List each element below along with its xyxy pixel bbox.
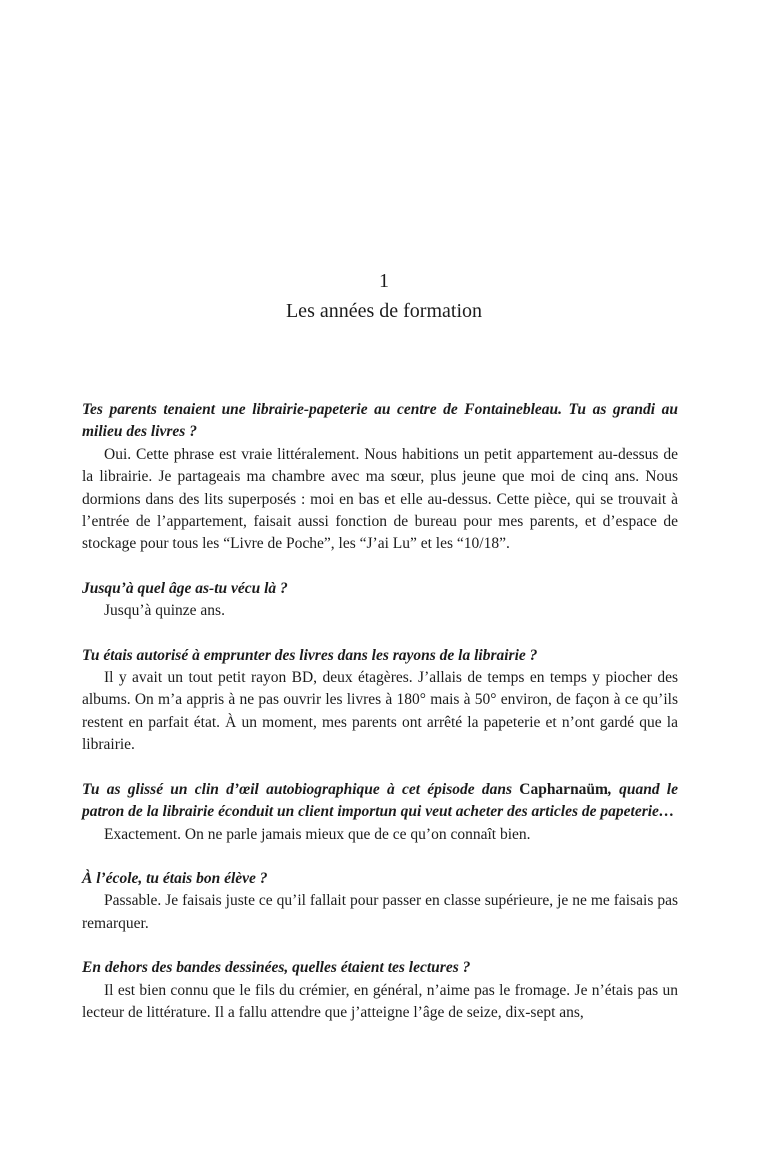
qa-block [82,578,678,623]
answer: Jusqu’à quinze ans. [104,602,225,620]
question-text: Tu as glissé un clin d’œil autobiographique à cet épisode dans [82,780,520,798]
question: En dehors des bandes dessinées, quelles étaient tes lectures ? [82,959,471,977]
qa-block [82,779,678,846]
qa-block [82,645,678,757]
chapter-title: Les années de formation [285,300,483,322]
question: Jusqu’à quel âge as-tu vécu là ? [82,579,288,597]
question [82,779,678,824]
qa-block [82,399,678,556]
question: À l’école, tu étais bon élève ? [82,869,268,887]
question-text: , quand le patron de la librairie éconduit un client importun qui veut acheter des articles de papeterie… [82,780,678,821]
chapter-number: 1 [379,270,389,292]
interview-text [82,399,678,1046]
answer: Passable. Je faisais juste ce qu’il fallait pour passer en classe supérieure, je ne me faisais pas remarquer. [82,892,678,932]
answer: Oui. Cette phrase est vraie littéralement. Nous habitions un petit appartement au-dessus de la librairie. Je partageais ma chambre avec ma sœur, plus jeune que moi de cinq ans. Nous dormions dans des lits superposés : moi en bas et elle au-dessus. Cette pièce, qui se trouvait à l’entrée de l’appartement, faisait aussi fonction de bureau pour mes parents, et d’espace de stockage pour tous les “Livre de Poche”, les “J’ai Lu” et les “10/18”. [82,445,678,553]
answer: Il est bien connu que le fils du crémier, en général, n’aime pas le fromage. Je n’étais pas un lecteur de littérature. Il a fallu attendre que j’atteigne l’âge de seize, dix-sept ans, [82,981,678,1021]
qa-block [82,868,678,935]
question: Tu étais autorisé à emprunter des livres dans les rayons de la librairie ? [82,646,538,664]
answer: Exactement. On ne parle jamais mieux que de ce qu’on connaît bien. [104,825,531,843]
answer: Il y avait un tout petit rayon BD, deux étagères. J’allais de temps en temps y piocher des albums. On m’a appris à ne pas ouvrir les livres à 180° mais à 50° environ, de façon à ce qu’ils restent en parfait état. À un moment, mes parents ont arrêté la papeterie et n’ont gardé que la librairie. [82,669,678,754]
question: Tes parents tenaient une librairie-papeterie au centre de Fontainebleau. Tu as grandi au milieu des livres ? [82,401,678,441]
qa-block [82,957,678,1024]
book-title: Capharnaüm [519,780,608,798]
